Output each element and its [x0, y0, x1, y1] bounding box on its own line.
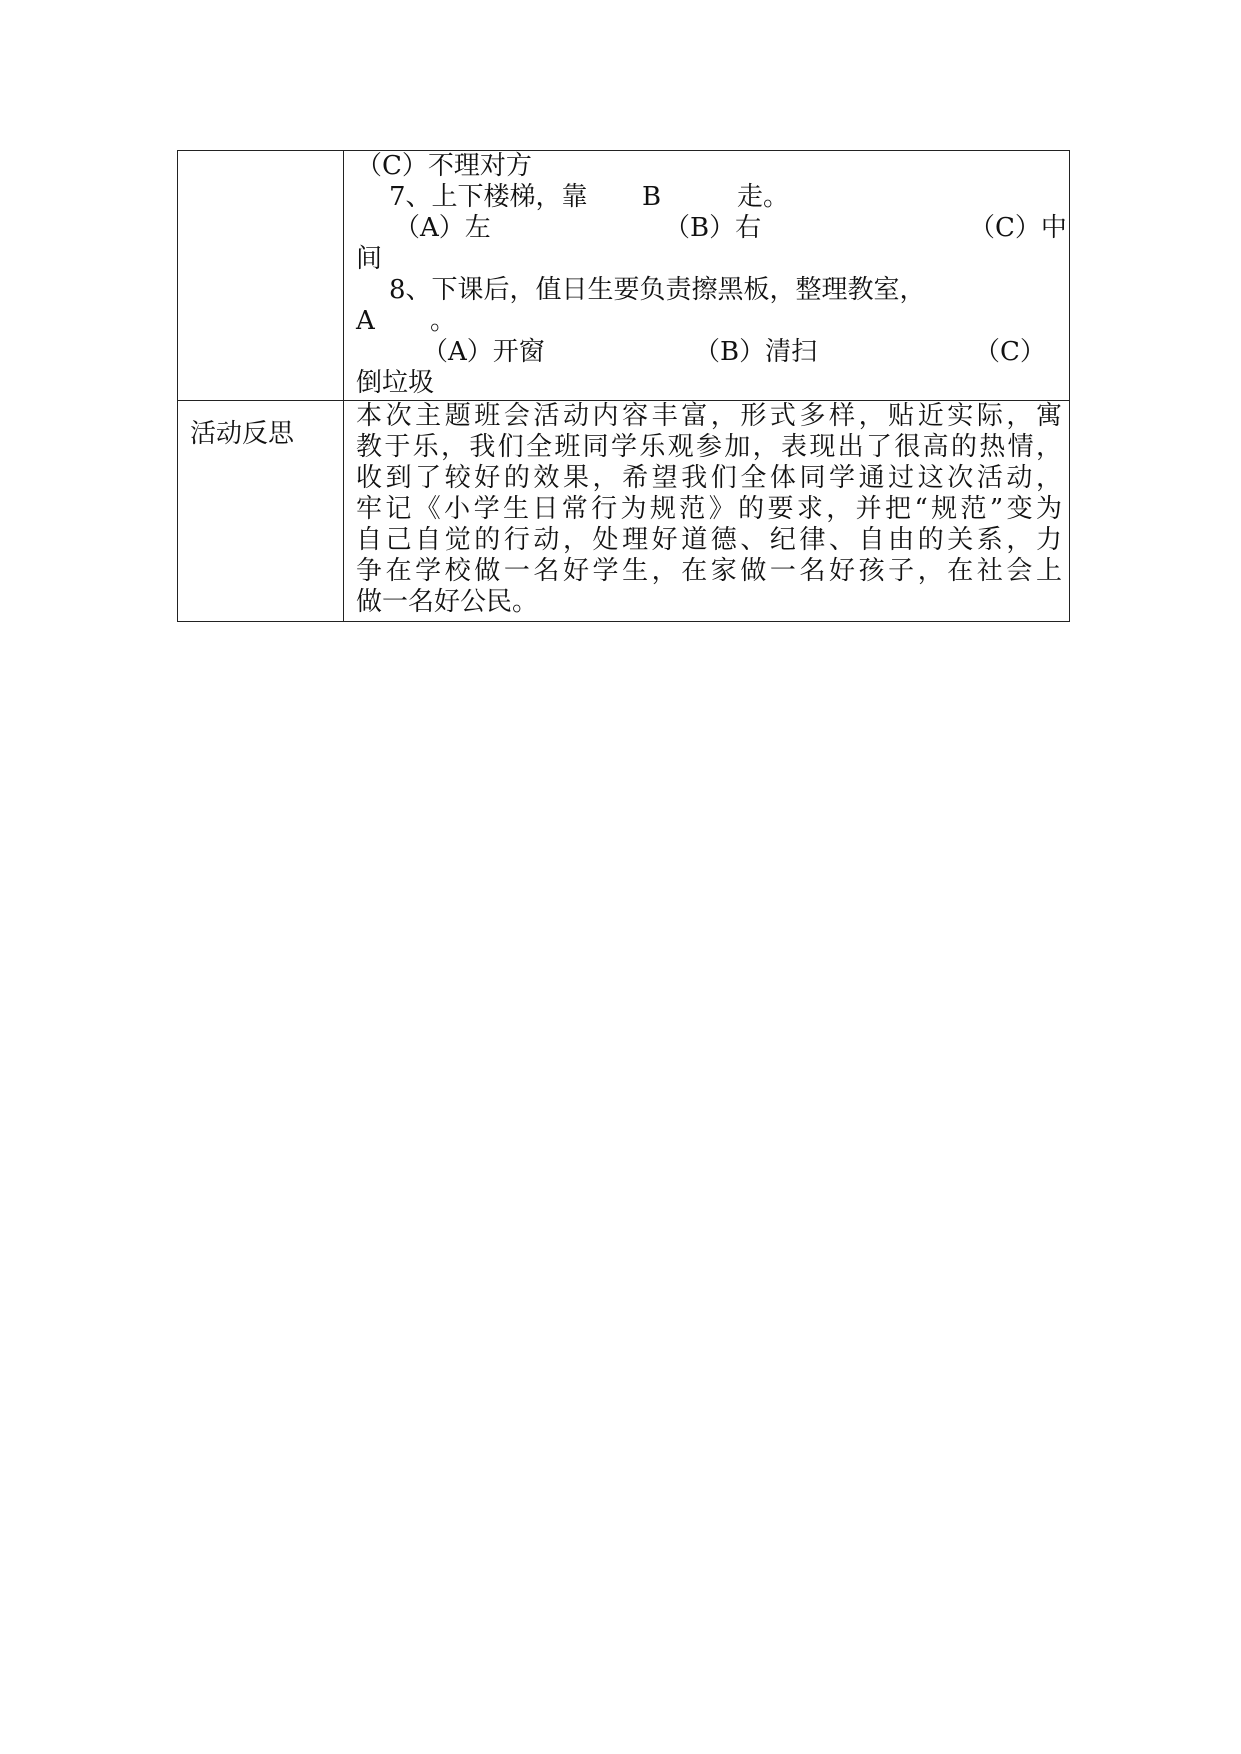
- table-row-reflection: [178, 401, 1070, 622]
- reflection-line: 争在学校做一名好学生，在家做一名好孩子，在社会上: [356, 556, 1062, 586]
- reflection-line: 自己自觉的行动，处理好道德、纪律、自由的关系，力: [356, 525, 1062, 555]
- reflection-line-last: 做一名好公民。: [356, 587, 539, 617]
- q8-option-b: （B）清扫: [694, 337, 818, 367]
- reflection-line: 收到了较好的效果，希望我们全体同学通过这次活动，: [356, 463, 1062, 493]
- q8-option-c: （C）: [974, 337, 1046, 367]
- q8-option-c-wrap: 倒垃圾: [356, 368, 435, 398]
- q8-question-prefix: 8、下课后，值日生要负责擦黑板，整理教室，: [389, 275, 926, 305]
- activity-table: [177, 150, 1070, 622]
- q7-option-c-wrap: 间: [356, 244, 383, 274]
- q8-question-suffix: 。: [430, 306, 457, 336]
- questions-cell: [344, 151, 1070, 401]
- reflection-line: 牢记《小学生日常行为规范》的要求，并把“规范”变为: [356, 494, 1062, 524]
- row-label-cell-empty: [178, 151, 344, 401]
- row-label-cell: [178, 401, 344, 622]
- q7-question-prefix: 7、上下楼梯，靠: [389, 182, 588, 212]
- q7-answer: B: [642, 182, 662, 212]
- reflection-line: 本次主题班会活动内容丰富，形式多样，贴近实际，寓: [356, 401, 1062, 431]
- q7-option-b: （B）右: [664, 213, 762, 243]
- q7-option-c: （C）中: [969, 213, 1067, 243]
- q6-option-c: （C）不理对方: [356, 151, 532, 181]
- reflection-cell: [344, 401, 1070, 622]
- q8-answer: A: [356, 306, 375, 336]
- reflection-line: 教于乐，我们全班同学乐观参加，表现出了很高的热情，: [356, 432, 1062, 462]
- reflection-label: 活动反思: [190, 419, 295, 449]
- q7-question-suffix: 走。: [737, 182, 790, 212]
- q7-option-a: （A）左: [394, 213, 491, 243]
- table-row-questions: [178, 151, 1070, 401]
- q8-option-a: （A）开窗: [422, 337, 545, 367]
